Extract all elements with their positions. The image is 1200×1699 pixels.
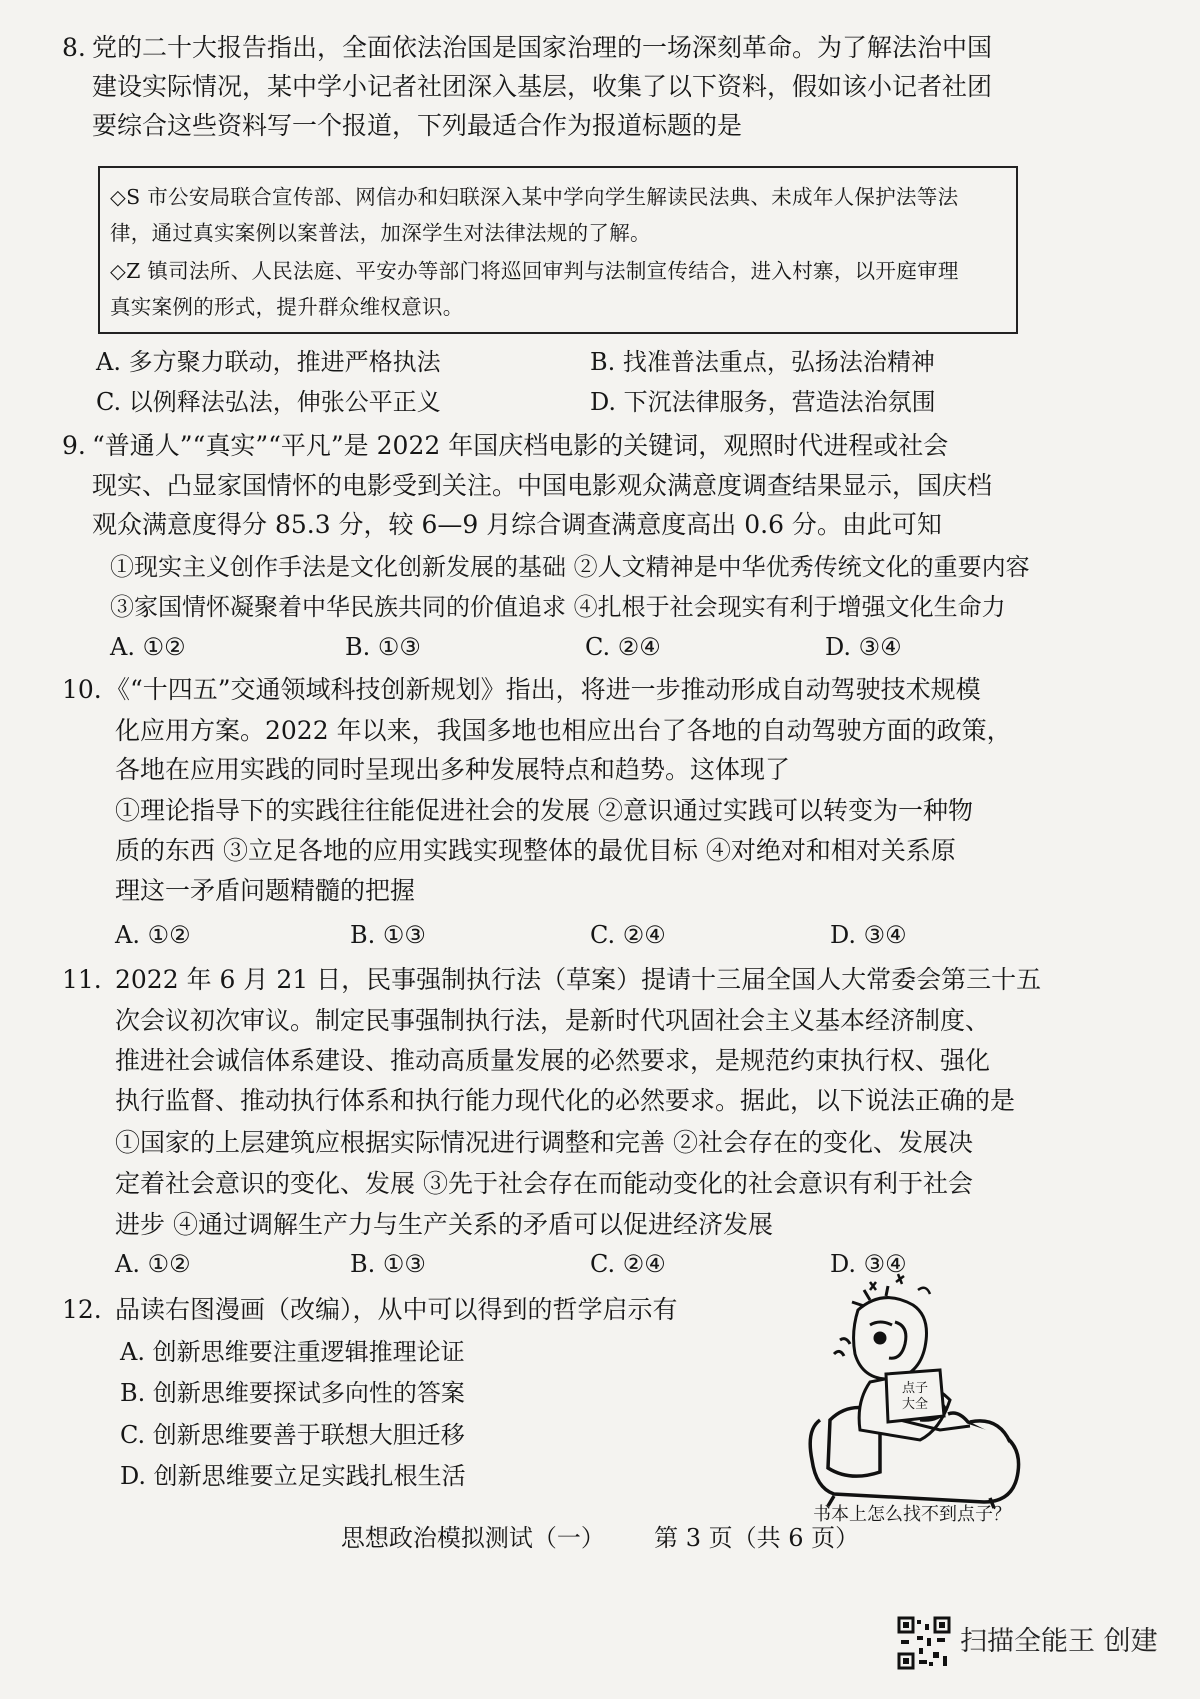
cartoon-book-title-line-1: 点子: [901, 1381, 929, 1396]
q10-option-b: B. ①③: [350, 921, 426, 949]
q9-stem-line-1: “普通人”“真实”“平凡”是 2022 年国庆档电影的关键词，观照时代进程或社会: [92, 431, 949, 460]
exam-title: 思想政治模拟测试（一）: [340, 1524, 605, 1552]
q10-number: 10.: [62, 675, 102, 704]
q9-option-b: B. ①③: [345, 633, 421, 661]
q8-material-line-4: 真实案例的形式，提升群众维权意识。: [110, 295, 464, 319]
q10-stem-line-1: 《“十四五”交通领域科技创新规划》指出，将进一步推动形成自动驾驶技术规模: [105, 675, 981, 704]
q11-option-a: A. ①②: [115, 1250, 191, 1278]
q11-stem-line-1: 2022 年 6 月 21 日，民事强制执行法（草案）提请十三届全国人大常委会第三十五: [115, 965, 1042, 994]
q12-stem: 品读右图漫画（改编），从中可以得到的哲学启示有: [115, 1295, 678, 1324]
qr-code-icon: [897, 1616, 951, 1670]
page-info: 第 3 页（共 6 页）: [654, 1524, 860, 1552]
q8-number: 8.: [62, 33, 86, 62]
cartoon-caption: 书本上怎么找不到点子？: [813, 1504, 1011, 1525]
idea-book-icon: [886, 1370, 944, 1422]
q9-statements-line-1: ①现实主义创作手法是文化创新发展的基础 ②人文精神是中华优秀传统文化的重要内容: [110, 553, 1030, 581]
q8-stem-line-3: 要综合这些资料写一个报道，下列最适合作为报道标题的是: [92, 111, 743, 140]
q10-stem-line-2: 化应用方案。2022 年以来，我国多地也相应出台了各地的自动驾驶方面的政策，: [115, 716, 1012, 745]
scanner-watermark: 扫描全能王 创建: [960, 1626, 1158, 1657]
q9-statements-line-2: ③家国情怀凝聚着中华民族共同的价值追求 ④扎根于社会现实有利于增强文化生命力: [110, 593, 1006, 621]
q11-number: 11.: [62, 965, 102, 994]
q8-stem-line-2: 建设实际情况，某中学小记者社团深入基层，收集了以下资料，假如该小记者社团: [92, 72, 993, 101]
q8-material-line-1: ◇S 市公安局联合宣传部、网信办和妇联深入某中学向学生解读民法典、未成年人保护法等法: [110, 185, 959, 209]
q8-option-b: B. 找准普法重点，弘扬法治精神: [590, 348, 935, 376]
q11-stem-line-2: 次会议初次审议。制定民事强制执行法，是新时代巩固社会主义基本经济制度、: [115, 1006, 991, 1035]
q9-option-d: D. ③④: [825, 633, 902, 661]
q11-option-c: C. ②④: [590, 1250, 666, 1278]
q12-number: 12.: [62, 1295, 102, 1324]
q10-option-d: D. ③④: [830, 921, 907, 949]
q8-option-a: A. 多方聚力联动，推进严格执法: [96, 348, 441, 376]
q12-option-b: B. 创新思维要探试多向性的答案: [120, 1379, 465, 1407]
q10-option-a: A. ①②: [115, 921, 191, 949]
q10-stem-line-3: 各地在应用实践的同时呈现出多种发展特点和趋势。这体现了: [115, 755, 791, 784]
q11-stem-line-4: 执行监督、推动执行体系和执行能力现代化的必然要求。据此，以下说法正确的是: [115, 1086, 1016, 1115]
q9-option-a: A. ①②: [110, 633, 186, 661]
q8-option-c: C. 以例释法弘法，伸张公平正义: [96, 388, 441, 416]
q10-statements-line-2: 质的东西 ③立足各地的应用实践实现整体的最优目标 ④对绝对和相对关系原: [115, 836, 956, 865]
q11-option-b: B. ①③: [350, 1250, 426, 1278]
q8-option-d: D. 下沉法律服务，营造法治氛围: [590, 388, 936, 416]
q11-option-d: D. ③④: [830, 1250, 907, 1278]
dizzy-stars-icon: [870, 1274, 930, 1294]
page-footer: [0, 1521, 1200, 1555]
q9-stem-line-2: 现实、凸显家国情怀的电影受到关注。中国电影观众满意度调查结果显示，国庆档: [92, 471, 993, 500]
q8-stem-line-1: 党的二十大报告指出，全面依法治国是国家治理的一场深刻革命。为了解法治中国: [92, 33, 993, 62]
q11-stem-line-3: 推进社会诚信体系建设、推动高质量发展的必然要求，是规范约束执行权、强化: [115, 1046, 991, 1075]
q10-statements-line-3: 理这一矛盾问题精髓的把握: [115, 876, 416, 905]
cartoon-book-title-line-2: 大全: [901, 1397, 929, 1412]
q11-statements-line-3: 进步 ④通过调解生产力与生产关系的矛盾可以促进经济发展: [115, 1210, 773, 1239]
q8-material-line-2: 律，通过真实案例以案普法，加深学生对法律法规的了解。: [110, 221, 651, 245]
q11-statements-line-1: ①国家的上层建筑应根据实际情况进行调整和完善 ②社会存在的变化、发展决: [115, 1128, 973, 1157]
q9-stem-line-3: 观众满意度得分 85.3 分，较 6—9 月综合调查满意度高出 0.6 分。由此可知: [92, 510, 942, 539]
q10-option-c: C. ②④: [590, 921, 666, 949]
q9-option-c: C. ②④: [585, 633, 661, 661]
q12-option-d: D. 创新思维要立足实践扎根生活: [120, 1462, 466, 1490]
q10-statements-line-1: ①理论指导下的实践往往能促进社会的发展 ②意识通过实践可以转变为一种物: [115, 796, 973, 825]
q11-statements-line-2: 定着社会意识的变化、发展 ③先于社会存在而能动变化的社会意识有利于社会: [115, 1169, 973, 1198]
cartoon-reader-in-armchair: [800, 1270, 1040, 1510]
q9-number: 9.: [62, 431, 86, 460]
q12-option-c: C. 创新思维要善于联想大胆迁移: [120, 1421, 465, 1449]
q8-material-box: [98, 166, 1018, 334]
q8-material-line-3: ◇Z 镇司法所、人民法庭、平安办等部门将巡回审判与法制宣传结合，进入村寨，以开庭审理: [110, 259, 959, 283]
q12-option-a: A. 创新思维要注重逻辑推理论证: [120, 1338, 465, 1366]
worried-reader-head: [834, 1286, 927, 1379]
